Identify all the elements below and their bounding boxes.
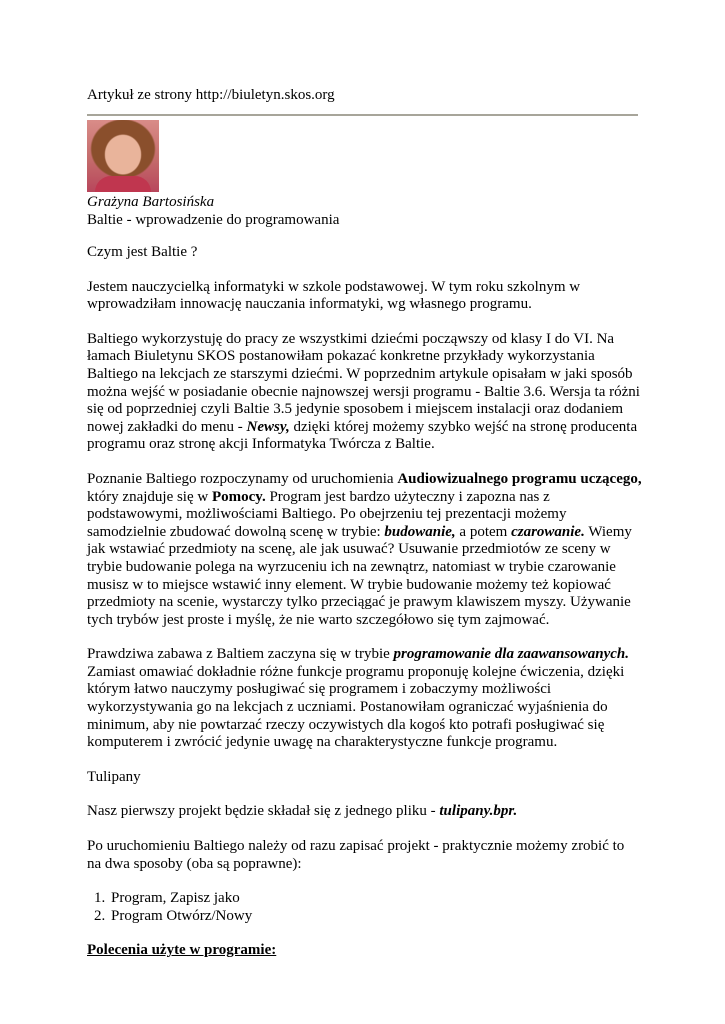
section-tulipany: Tulipany: [87, 768, 141, 785]
save-options-list: [87, 890, 642, 925]
list-item: 2. Program Otwórz/Nowy: [109, 908, 642, 926]
author-name: Grażyna Bartosińska: [87, 194, 215, 210]
paragraph-save: Po uruchomieniu Baltiego należy od razu zapisać projekt - praktycznie możemy zrobić to na dwa sposoby (oba są poprawne):: [87, 838, 625, 872]
list-item: 1. Program, Zapisz jako: [109, 890, 642, 908]
commands-heading: Polecenia użyte w programie:: [87, 942, 277, 959]
paragraph-project: Nasz pierwszy projekt będzie składał się z jednego pliku - tulipany.bpr.: [87, 803, 518, 820]
paragraph-modes: Poznanie Baltiego rozpoczynamy od uruchomienia Audiowizualnego programu uczącego, który znajduje się w Pomocy. Program jest bardzo użyteczny i zapozna nas z podstawowymi, możliwościami Baltiego. Po obejrzeniu tej prezentacji możemy samodzielnie zbudować dowolną scenę w trybie: budowanie, a potem czarowanie. Wiemy jak wstawiać przedmioty na scenę, ale jak usuwać? Usuwanie przedmiotów ze sceny w trybie budowanie polega na wyrzuceniu ich na zewnątrz, natomiast w trybie czarowanie musisz w to miejsce wstawić inny element. W trybie budowanie możemy też kopiować przedmioty na scenie, wystarczy tylko przeciągać je prawym klawiszem myszy. Używanie tych trybów jest proste i myślę, że nie warto szczegółowo się tym zajmować.: [87, 470, 642, 628]
section-question: Czym jest Baltie ?: [87, 244, 198, 260]
author-block: [87, 194, 642, 229]
author-photo: [87, 120, 159, 192]
paragraph-intro: Jestem nauczycielką informatyki w szkole podstawowej. W tym roku szkolnym w wprowadziłam innowację nauczania informatyki, wg własnego programu.: [87, 278, 581, 313]
paragraph-version: Baltiego wykorzystuję do pracy ze wszystkimi dziećmi począwszy od klasy I do VI. Na łamach Biuletynu SKOS postanowiłam pokazać konkretne przykłady wykorzystania Baltiego na lekcjach ze starszymi dziećmi. W poprzednim artykule opisałam w jaki sposób można wejść w posiadanie obecnie najnowszej wersji programu - Baltie 3.6. Wersja ta różni się od poprzedniej czyli Baltie 3.5 jedynie sposobem i miejscem instalacji oraz dodaniem nowej zakładki do menu - Newsy, dzięki której możemy szybko wejść na stronę producenta programu oraz stronę akcji Informatyka Twórcza z Baltie.: [87, 330, 640, 453]
paragraph-programming: Prawdziwa zabawa z Baltiem zaczyna się w trybie programowanie dla zaawansowanych. Zamiast omawiać dokładnie różne funkcje programu proponuję kolejne ćwiczenia, dzięki którym łatwo nauczymy posługiwać się programem i zobaczymy możliwości wykorzystywania go na lekcjach z uczniami. Postanowiłam ograniczać wyjaśnienia do minimum, aby nie powtarzać rzeczy oczywistych dla kogoś kto potrafi posługiwać się komputerem i zwrócić jedynie uwagę na charakterystyczne funkcje programu.: [87, 646, 629, 751]
article-body: [87, 244, 642, 977]
article-title: Baltie - wprowadzenie do programowania: [87, 211, 340, 228]
header-divider: [87, 114, 638, 116]
source-line: Artykuł ze strony http://biuletyn.skos.org: [87, 87, 335, 103]
